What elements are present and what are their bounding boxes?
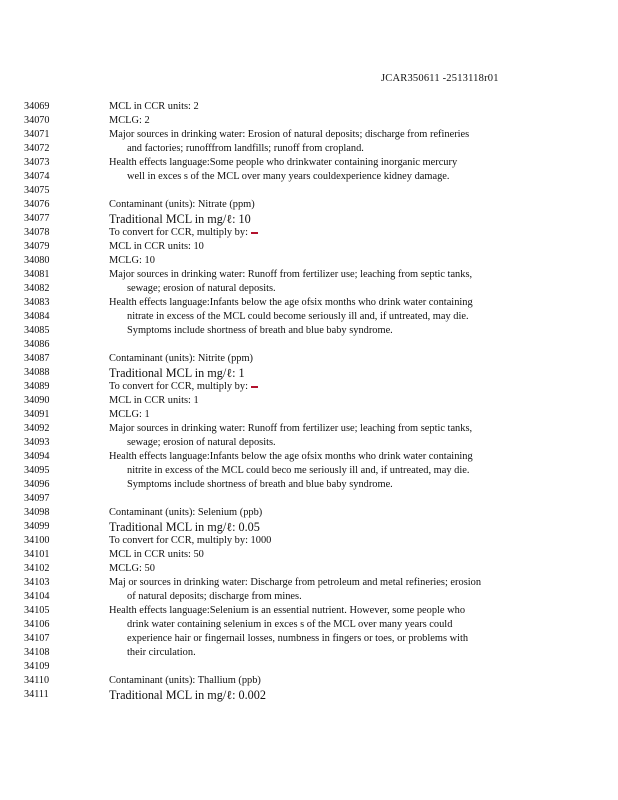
document-line [0,366,618,380]
line-number: 34097 [24,493,50,504]
line-number: 34084 [24,311,50,322]
line-number: 34104 [24,591,50,602]
line-text: nitrite in excess of the MCL could beco me seriously ill and, if untreated, may die. [127,465,470,476]
line-number: 34103 [24,577,50,588]
line-number: 34089 [24,381,50,392]
document-line [0,394,618,408]
line-text: nitrate in excess of the MCL could become seriously ill and, if untreated, may die. [127,311,469,322]
document-line [0,436,618,450]
document-line [0,604,618,618]
line-text: Contaminant (units): Nitrite (ppm) [109,353,254,364]
line-number: 34105 [24,605,50,616]
line-number: 34108 [24,647,50,658]
document-line [0,632,618,646]
line-text-with-mark [109,226,258,240]
line-text: well in exces s of the MCL over many years couldexperience kidney damage. [127,171,450,182]
document-line [0,198,618,212]
line-number: 34090 [24,395,50,406]
document-line [0,156,618,170]
line-text: Traditional MCL in mg/ℓ: 10 [109,212,251,226]
line-number: 34109 [24,661,50,672]
document-line [0,184,618,198]
line-number: 34102 [24,563,50,574]
line-number: 34107 [24,633,50,644]
document-line [0,450,618,464]
document-line [0,408,618,422]
line-text: Symptoms include shortness of breath and blue baby syndrome. [127,325,393,336]
line-text: Traditional MCL in mg/ℓ: 0.002 [109,688,266,702]
document-line [0,240,618,254]
line-number: 34096 [24,479,50,490]
line-text: Health effects language:Infants below the age ofsix months who drink water containing [109,451,473,462]
line-text: of natural deposits; discharge from mines. [127,591,302,602]
line-number: 34087 [24,353,50,364]
line-text: MCLG: 10 [109,255,155,266]
line-number: 34082 [24,283,50,294]
line-text: Health effects language:Infants below the age ofsix months who drink water containing [109,297,473,308]
document-line [0,618,618,632]
document-line [0,310,618,324]
redline-mark [251,232,258,234]
line-text: Symptoms include shortness of breath and blue baby syndrome. [127,479,393,490]
line-number: 34106 [24,619,50,630]
line-text: Health effects language:Some people who drinkwater containing inorganic mercury [109,157,458,168]
document-line [0,254,618,268]
line-text: Contaminant (units): Nitrate (ppm) [109,199,255,210]
line-text: Contaminant (units): Thallium (ppb) [109,675,261,686]
line-text: Maj or sources in drinking water: Discharge from petroleum and metal refineries; erosion [109,577,482,588]
line-text: To convert for CCR, multiply by: 1000 [109,535,272,546]
line-number: 34078 [24,227,50,238]
line-number: 34073 [24,157,50,168]
document-line [0,114,618,128]
line-number: 34091 [24,409,50,420]
line-text: Traditional MCL in mg/ℓ: 0.05 [109,520,260,534]
line-number: 34080 [24,255,50,266]
document-line [0,590,618,604]
line-number: 34079 [24,241,50,252]
line-text: MCL in CCR units: 10 [109,241,204,252]
line-text: Major sources in drinking water: Runoff from fertilizer use; leaching from septic tanks, [109,269,473,280]
document-line [0,520,618,534]
document-line [0,464,618,478]
document-line [0,576,618,590]
line-text: Major sources in drinking water: Erosion of natural deposits; discharge from refineries [109,129,470,140]
line-text: and factories; runofffrom landfills; runoff from cropland. [127,143,364,154]
line-number: 34081 [24,269,50,280]
line-number: 34088 [24,367,50,378]
line-text: Health effects language:Selenium is an essential nutrient. However, some people who [109,605,466,616]
line-text: sewage; erosion of natural deposits. [127,437,276,448]
document-line [0,268,618,282]
line-number: 34100 [24,535,50,546]
line-number: 34101 [24,549,50,560]
line-text: MCLG: 50 [109,563,155,574]
line-text: To convert for CCR, multiply by: [109,381,248,392]
document-line [0,142,618,156]
line-text: Traditional MCL in mg/ℓ: 1 [109,366,245,380]
document-line [0,226,618,240]
document-line [0,506,618,520]
document-line [0,660,618,674]
line-number: 34094 [24,451,50,462]
document-line [0,548,618,562]
line-text: experience hair or fingernail losses, numbness in fingers or toes, or problems with [127,633,469,644]
document-line [0,688,618,702]
line-number: 34072 [24,143,50,154]
line-text: their circulation. [127,647,196,658]
line-text-with-mark [109,380,258,394]
document-line [0,562,618,576]
document-line [0,478,618,492]
line-number: 34069 [24,101,50,112]
line-number: 34070 [24,115,50,126]
line-text: sewage; erosion of natural deposits. [127,283,276,294]
document-line [0,380,618,394]
line-text: Contaminant (units): Selenium (ppb) [109,507,263,518]
document-line [0,352,618,366]
line-text: MCL in CCR units: 1 [109,395,199,406]
line-text: MCLG: 1 [109,409,150,420]
document-line [0,128,618,142]
line-text: MCL in CCR units: 50 [109,549,204,560]
line-number: 34083 [24,297,50,308]
line-number: 34077 [24,213,50,224]
line-text: MCLG: 2 [109,115,150,126]
line-text: drink water containing selenium in exces s of the MCL over many years could [127,619,453,630]
line-number: 34093 [24,437,50,448]
document-id-header: JCAR350611 -2513118r01 [381,73,499,84]
line-number: 34071 [24,129,50,140]
document-line [0,170,618,184]
line-text: To convert for CCR, multiply by: [109,227,248,238]
line-number: 34075 [24,185,50,196]
line-number: 34110 [24,675,50,686]
document-line [0,674,618,688]
line-number: 34099 [24,521,50,532]
document-line [0,296,618,310]
line-number: 34092 [24,423,50,434]
document-line [0,646,618,660]
line-number: 34111 [24,689,49,700]
document-line [0,422,618,436]
document-body [0,100,618,702]
document-line [0,534,618,548]
redline-mark [251,386,258,388]
line-text: Major sources in drinking water: Runoff from fertilizer use; leaching from septic tanks, [109,423,473,434]
line-number: 34098 [24,507,50,518]
document-line [0,324,618,338]
line-number: 34076 [24,199,50,210]
line-number: 34086 [24,339,50,350]
line-number: 34085 [24,325,50,336]
document-line [0,338,618,352]
line-number: 34074 [24,171,50,182]
line-number: 34095 [24,465,50,476]
document-line [0,100,618,114]
document-line [0,492,618,506]
document-line [0,282,618,296]
line-text: MCL in CCR units: 2 [109,101,199,112]
document-line [0,212,618,226]
